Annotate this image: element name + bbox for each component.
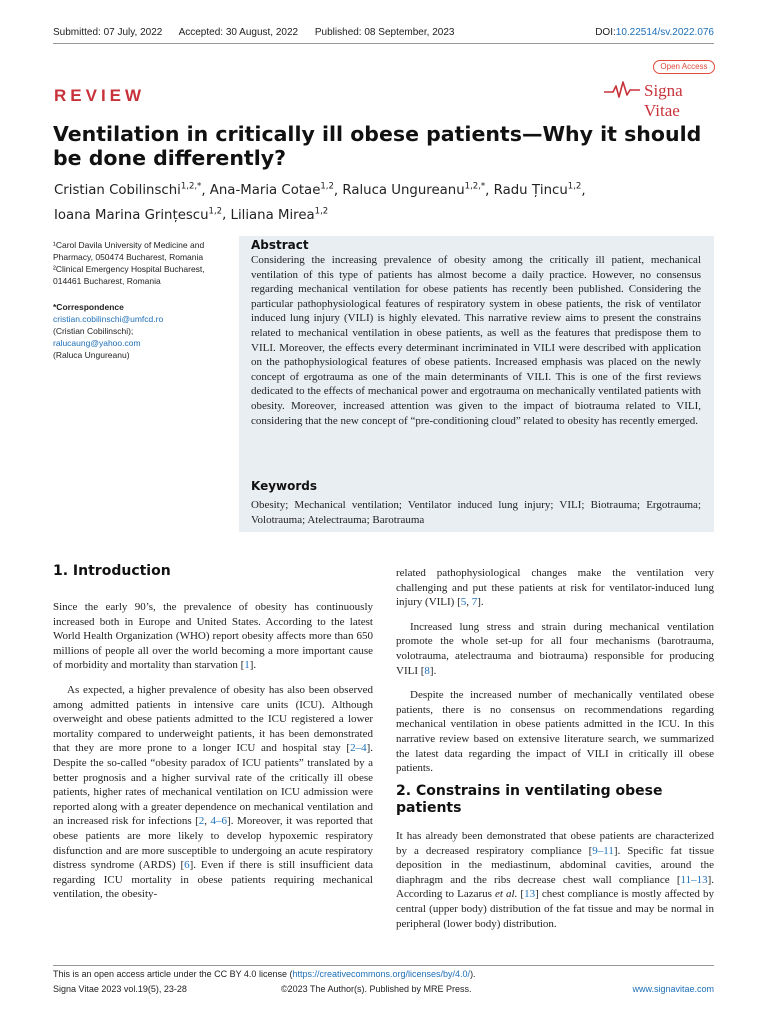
article-type-label: REVIEW — [54, 86, 146, 105]
paragraph: related pathophysiological changes make the ventilation very challenging and put these patients at risk for ventilator-induced lung injury (VILI) [5, 7]. — [396, 567, 714, 609]
journal-name: Signa Vitae — [644, 81, 683, 120]
correspondence-heading: *Correspondence — [53, 302, 124, 312]
citation-link[interactable]: 5 — [460, 596, 467, 609]
correspondence-name-1: (Cristian Cobilinschi); — [53, 326, 134, 336]
abstract-heading: Abstract — [251, 238, 309, 252]
citation-link[interactable]: 7 — [471, 596, 478, 609]
author[interactable]: Ana-Maria Cotae$^{1,2}$ — [209, 182, 334, 199]
published-date: Published: 08 September, 2023 — [314, 27, 455, 38]
section-2-heading: 2. Constrains in ventilating obese patients — [396, 783, 663, 816]
header-rule — [53, 43, 714, 44]
doi-link[interactable]: 10.22514/sv.2022.076 — [615, 27, 714, 38]
paragraph: Increased lung stress and strain during mechanical ventilation promote the whole set-up for all four mechanisms (barotrauma, volotrauma, atelectrauma and biotrauma) responsible for producing VILI [8]. — [396, 620, 714, 677]
affiliation-1: ¹Carol Davila University of Medicine and Pharmacy, 050474 Bucharest, Romania — [53, 240, 205, 262]
doi — [595, 27, 714, 38]
body-right-column — [396, 566, 714, 786]
paragraph: As expected, a higher prevalence of obesity has also been observed among admitted patients in intensive care units (ICU). Although overweight and obese patients admitted to the ICU registered a lower mortality compared to underweight patients, it has been demonstrated that they are more prone to a longer ICU and hospital stay [2–4]. Despite the so-called “obesity paradox of ICU patients” translated by a better prognosis and a higher survival rate of the critically ill obese patients, higher rates of mechanical ventilation on ICU admission were reported along with a greater dependence on mechanical ventilation and an increased risk for infections [2, 4–6]. Moreover, it was reported that obese patients are more likely to develop hypoxemic respiratory disfunction and are more susceptible to undergoing an acute respiratory distress syndrome (ARDS) [6]. Even if there is still insufficient data regarding ICU mortality in obese patients requiring mechanical ventilation, the obesity- — [53, 683, 374, 901]
correspondence-name-2: (Raluca Ungureanu) — [53, 350, 130, 360]
article-title: Ventilation in critically ill obese patients—Why it should be done differently? — [53, 122, 702, 170]
section-1-heading: 1. Introduction — [53, 563, 171, 579]
section-2-body — [396, 829, 714, 941]
keywords-text: Obesity; Mechanical ventilation; Ventilator induced lung injury; VILI; Biotrauma; Ergotrauma; Volotrauma; Atelectrauma; Barotrauma — [251, 499, 701, 526]
doi-prefix: DOI: — [595, 27, 616, 38]
journal-citation: Signa Vitae 2023 vol.19(5), 23-28 — [53, 984, 187, 994]
paragraph: Despite the increased number of mechanically ventilated obese patients, there is no consensus on recommendations regarding mechanical ventilation in obese patients admitted in the ICU. In this narrative review based on extensive literature search, we summarized the latest data regarding the impact of VILI in critically ill obese patients. — [396, 689, 714, 775]
body-left-column — [53, 600, 373, 912]
citation-link[interactable]: 2 — [198, 815, 205, 828]
keywords-heading: Keywords — [251, 479, 318, 493]
journal-website — [632, 984, 714, 994]
paragraph: It has already been demonstrated that obese patients are characterized by a decreased respiratory compliance [9–11]. Specific fat tissue deposition in the mediastinum, abdominal cavities, around the diaphragm and the ribs decrease chest wall compliance [11–13]. According to Lazarus et al. [13] chest compliance is mostly affected by central (upper body) distribution of the fat tissue and may be normal in peripheral (lower body) distribution. — [396, 830, 714, 930]
citation-link[interactable]: 6 — [184, 859, 190, 872]
author[interactable]: Radu Țincu$^{1,2}$ — [493, 182, 582, 199]
heartbeat-icon — [604, 81, 640, 99]
citation-link[interactable]: 9–11 — [592, 844, 614, 857]
author[interactable]: Raluca Ungureanu$^{1,2,*}$ — [342, 182, 486, 199]
affiliation-2: ²Clinical Emergency Hospital Bucharest, 014461 Bucharest, Romania — [53, 264, 205, 286]
correspondence-email-2[interactable]: ralucaung@yahoo.com — [53, 338, 141, 348]
citation-link[interactable]: 1 — [244, 659, 250, 672]
license-note: This is an open access article under the CC BY 4.0 license (https://creativecommons.org/licenses/by/4.0/). — [53, 969, 476, 979]
affiliations — [53, 239, 233, 361]
correspondence-email-1[interactable]: cristian.cobilinschi@umfcd.ro — [53, 314, 164, 324]
open-access-badge[interactable]: Open Access — [653, 60, 715, 74]
website-link[interactable]: www.signavitae.com — [632, 984, 714, 994]
author-list: Cristian Cobilinschi$^{1,2,*}$, Ana-Maria Cotae$^{1,2}$, Raluca Ungureanu$^{1,2,*}$, Radu Țincu$^{1,2}$, Ioana Marina Grințescu$^{1,2}$, Liliana Mirea$^{1,2}$ — [54, 182, 586, 223]
paragraph: Since the early 90’s, the prevalence of obesity has continuously increased both in Europe and United States. According to the latest World Health Organization (WHO) report obesity affects more than 650 millions of people all over the world becoming a more important cause of morbidity and mortality than starvation [1]. — [53, 601, 373, 672]
citation-link[interactable]: 13 — [524, 888, 536, 901]
journal-logo[interactable] — [604, 79, 716, 120]
submitted-date: Submitted: 07 July, 2022 — [53, 27, 163, 38]
accepted-date: Accepted: 30 August, 2022 — [178, 27, 299, 38]
author[interactable]: Ioana Marina Grințescu$^{1,2}$ — [54, 206, 223, 223]
citation-link[interactable]: 11–13 — [680, 873, 708, 886]
header-bar — [53, 27, 714, 43]
author[interactable]: Liliana Mirea$^{1,2}$ — [230, 206, 329, 223]
citation-link[interactable]: 4–6 — [210, 815, 228, 828]
footer-rule — [53, 965, 714, 966]
copyright: ©2023 The Author(s). Published by MRE Press. — [281, 984, 472, 994]
citation-link[interactable]: 2–4 — [350, 742, 367, 755]
citation-link[interactable]: 8 — [424, 664, 430, 677]
abstract-text: Considering the increasing prevalence of obesity among the critically ill patient, mechanical ventilation of this type of patients has almost become a daily practice. However, no consensus regarding mechanical ventilation for obese patients has recently been published. Considering the particular pathophysiological features of respiratory system in obese patients, the risk of ventilator induced lung injury (VILI) is highly elevated. This narrative review aims to present the constrains related to mechanical ventilation in obese patients, as well as the features that predispose them to VILI. Moreover, the effects every determinant incriminated in VILI were described with application on the pathophysiological features of obese patients. Increased emphasis was placed on the newly concept of ergotrauma as one of the main determinants of VILI. This is one of the first reviews dedicated to the effects of mechanical power and ergotrauma on mechanically ventilated patients with obesity. Moreover, increased attention was given to the impact of biotrauma related to VILI, considering that the new concept of “pre-conditioning cloud” related to obesity has recently emerged. — [251, 254, 701, 427]
abstract-box — [239, 236, 714, 532]
license-link[interactable]: https://creativecommons.org/licenses/by/4.0/ — [292, 969, 471, 979]
author[interactable]: Cristian Cobilinschi$^{1,2,*}$ — [54, 182, 202, 199]
